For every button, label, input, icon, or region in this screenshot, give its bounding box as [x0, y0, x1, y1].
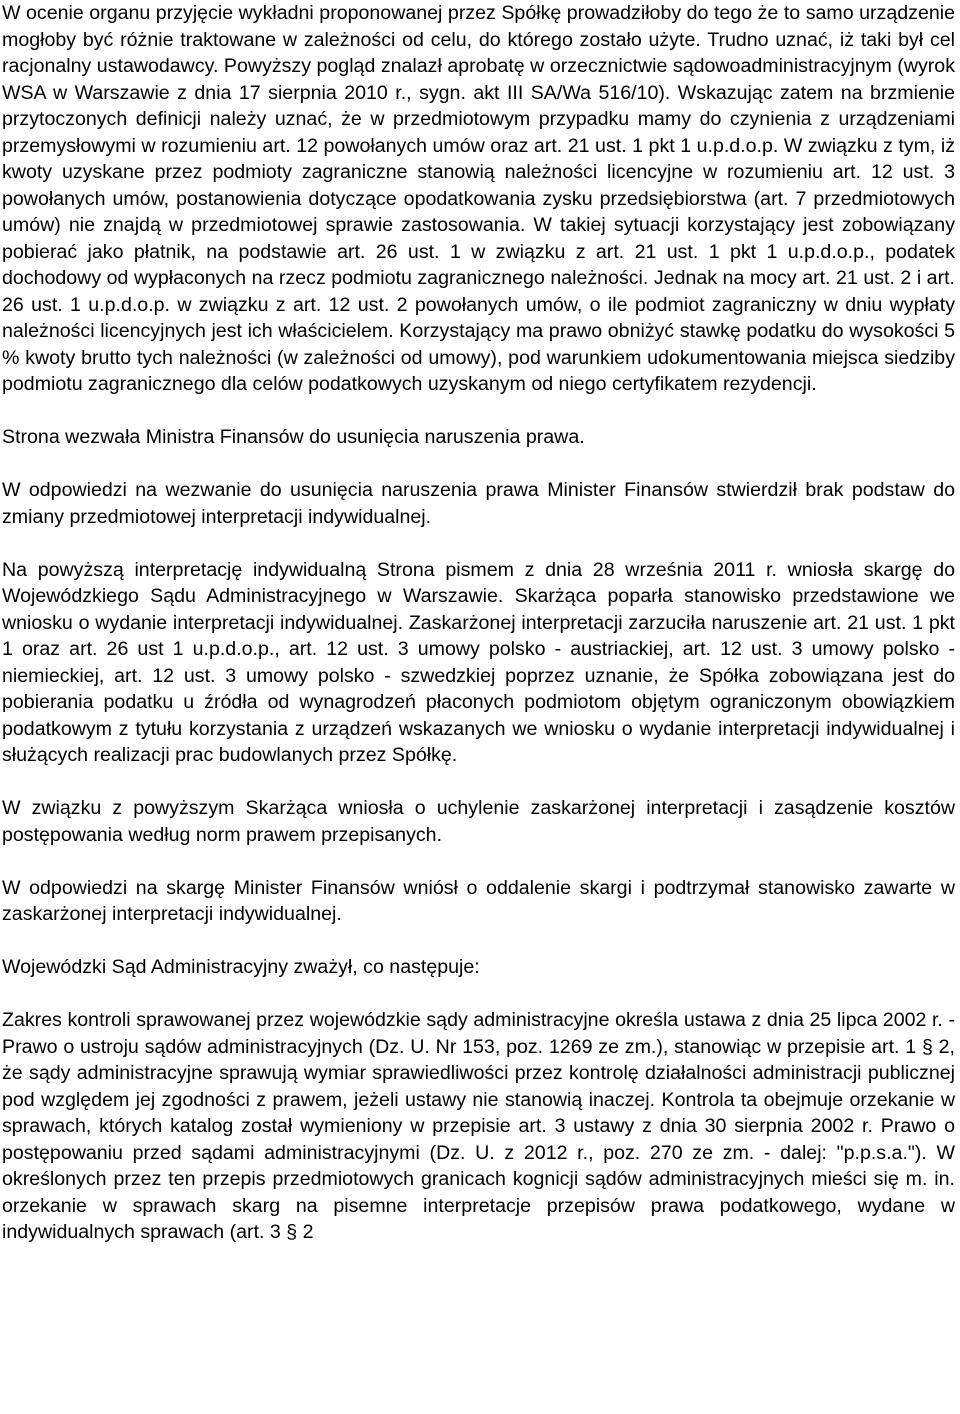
- paragraph-spacer: [2, 769, 955, 796]
- paragraph-complaint-request: W związku z powyższym Skarżąca wniosła o uchylenie zaskarżonej interpretacji i zasądzenie kosztów postępowania według norm prawem przepisanych.: [2, 797, 955, 846]
- paragraph-spacer: [2, 928, 955, 955]
- paragraph-spacer: [2, 981, 955, 1008]
- paragraph-spacer: [2, 848, 955, 875]
- paragraph-minister-reply: W odpowiedzi na skargę Minister Finansów wniósł o oddalenie skargi i podtrzymał stanowisko zawarte w zaskarżonej interpretacji indywidualnej.: [2, 876, 955, 925]
- paragraph-spacer: [2, 451, 955, 478]
- paragraph-call-to-remedy: Strona wezwała Ministra Finansów do usunięcia naruszenia prawa.: [2, 426, 585, 448]
- paragraph-organ-opinion: W ocenie organu przyjęcie wykładni proponowanej przez Spółkę prowadziłoby do tego że to samo urządzenie mogłoby być różnie traktowane w zależności od celu, do którego zostało użyte. Trudno uznać, iż taki był cel racjonalny ustawodawcy. Powyższy pogląd znalazł aprobatę w orzecznictwie sądowoadministracyjnym (wyrok WSA w Warszawie z dnia 17 sierpnia 2010 r., sygn. akt III SA/Wa 516/10). Wskazując zatem na brzmienie przytoczonych definicji należy uznać, że w przedmiotowym przypadku mamy do czynienia z urządzeniami przemysłowymi w rozumieniu art. 12 powołanych umów oraz art. 21 ust. 1 pkt 1 u.p.d.o.p. W związku z tym, iż kwoty uzyskane przez podmioty zagraniczne stanowią należności licencyjne w rozumieniu art. 12 ust. 3 powołanych umów, postanowienia dotyczące opodatkowania zysku przedsiębiorstwa (art. 7 przedmiotowych umów) nie znajdą w przedmiotowej sprawie zastosowania. W takiej sytuacji korzystający jest zobowiązany pobierać jako płatnik, na podstawie art. 26 ust. 1 w związku z art. 21 ust. 1 pkt 1 u.p.d.o.p., podatek dochodowy od wypłaconych na rzecz podmiotu zagranicznego należności. Jednak na mocy art. 21 ust. 2 i art. 26 ust. 1 u.p.d.o.p. w związku z art. 12 ust. 2 powołanych umów, o ile podmiot zagraniczny w dniu wypłaty należności licencyjnych jest ich właścicielem. Korzystający ma prawo obniżyć stawkę podatku do wysokości 5 % kwoty brutto tych należności (w zależności od umowy), pod warunkiem udokumentowania miejsca siedziby podmiotu zagranicznego dla celów podatkowych uzyskanym od niego certyfikatem rezydencji.: [2, 2, 955, 395]
- paragraph-minister-response: W odpowiedzi na wezwanie do usunięcia naruszenia prawa Minister Finansów stwierdził brak podstaw do zmiany przedmiotowej interpretacji indywidualnej.: [2, 479, 955, 528]
- paragraph-court-scope: Zakres kontroli sprawowanej przez wojewódzkie sądy administracyjne określa ustawa z dnia 25 lipca 2002 r. - Prawo o ustroju sądów administracyjnych (Dz. U. Nr 153, poz. 1269 ze zm.), stanowiąc w przepisie art. 1 § 2, że sądy administracyjne sprawują wymiar sprawiedliwości przez kontrolę działalności administracji publicznej pod względem jej zgodności z prawem, jeżeli ustawy nie stanowią inaczej. Kontrola ta obejmuje orzekanie w sprawach, których katalog został wymieniony w przepisie art. 3 ustawy z dnia 30 sierpnia 2002 r. Prawo o postępowaniu przed sądami administracyjnymi (Dz. U. z 2012 r., poz. 270 ze zm. - dalej: "p.p.s.a."). W określonych przez ten przepis przedmiotowych granicach kognicji sądów administracyjnych mieści się m. in. orzekanie w sprawach skarg na pisemne interpretacje przepisów prawa podatkowego, wydane w indywidualnych sprawach (art. 3 § 2: [2, 1009, 955, 1243]
- paragraph-complaint: Na powyższą interpretację indywidualną Strona pismem z dnia 28 września 2011 r. wniosła skargę do Wojewódzkiego Sądu Administracyjnego w Warszawie. Skarżąca poparła stanowisko przedstawione we wniosku o wydanie interpretacji indywidualnej. Zaskarżonej interpretacji zarzuciła naruszenie art. 21 ust. 1 pkt 1 oraz art. 26 ust 1 u.p.d.o.p., art. 12 ust. 3 umowy polsko - austriackiej, art. 12 ust. 3 umowy polsko - niemieckiej, art. 12 ust. 3 umowy polsko - szwedzkiej poprzez uznanie, że Spółka zobowiązana jest do pobierania podatku u źródła od wynagrodzeń płaconych podmiotom objętym ograniczonym obowiązkiem podatkowym z tytułu korzystania z urządzeń wskazanych we wniosku o wydanie interpretacji indywidualnej i służących realizacji prac budowlanych przez Spółkę.: [2, 558, 955, 766]
- paragraph-spacer: [2, 398, 955, 425]
- paragraph-court-heading: Wojewódzki Sąd Administracyjny zważył, co następuje:: [2, 956, 480, 978]
- paragraph-spacer: [2, 530, 955, 557]
